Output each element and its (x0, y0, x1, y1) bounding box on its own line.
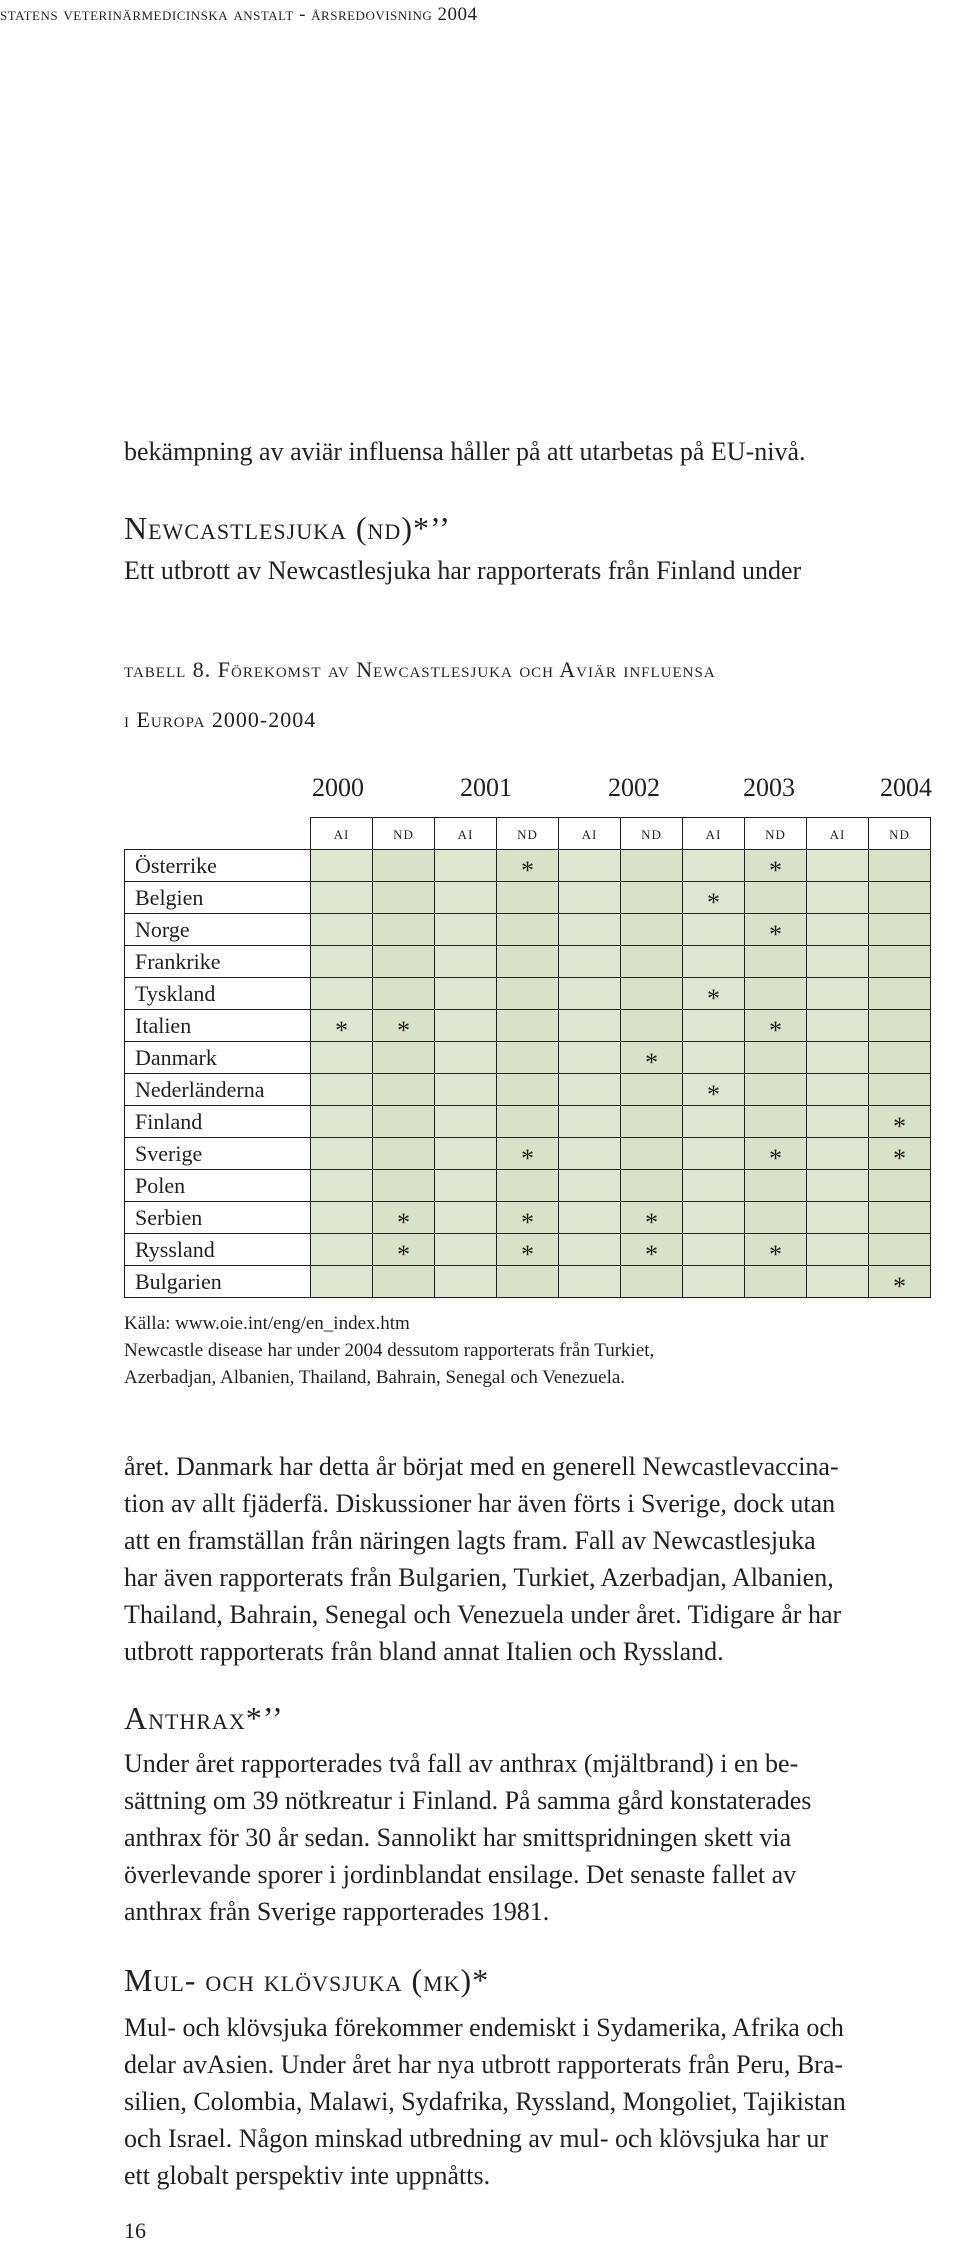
occurrence-mark: * (769, 1239, 782, 1269)
table-cell (373, 882, 435, 914)
table-cell (311, 914, 373, 946)
table-cell (435, 946, 497, 978)
table-cell (559, 1202, 621, 1234)
table-cell (807, 1266, 869, 1298)
table-cell (745, 882, 807, 914)
country-cell: Danmark (125, 1042, 311, 1074)
table-cell (807, 1202, 869, 1234)
table-cell (559, 978, 621, 1010)
table-cell (683, 1074, 745, 1109)
table-cell (807, 1074, 869, 1106)
table-cell (373, 850, 435, 882)
country-cell: Finland (125, 1106, 311, 1138)
country-cell: Nederländerna (125, 1074, 311, 1106)
table-cell (435, 1074, 497, 1106)
table-cell (497, 914, 559, 946)
table-cell (559, 1170, 621, 1202)
table-cell (683, 1202, 745, 1234)
occurrence-mark: * (397, 1239, 410, 1269)
table-cell (745, 1202, 807, 1234)
occurrence-mark: * (521, 1239, 534, 1269)
table-cell (621, 914, 683, 946)
table-cell (869, 882, 931, 914)
table-cell (373, 1106, 435, 1138)
table-cell (869, 850, 931, 882)
table-cell (559, 850, 621, 882)
table-cell (807, 946, 869, 978)
table-cell (807, 1234, 869, 1266)
table-cell (621, 978, 683, 1010)
table-row (125, 914, 931, 946)
table-cell (621, 1010, 683, 1042)
table-row (125, 850, 931, 882)
table-cell (373, 1042, 435, 1074)
table-cell (869, 1234, 931, 1266)
table-cell (621, 1202, 683, 1237)
paragraph-line: ett globalt perspektiv inte uppnåtts. (124, 2161, 491, 2190)
table-cell (559, 1042, 621, 1074)
table-cell (807, 1042, 869, 1074)
subheader-cell: ai (435, 818, 497, 850)
occurrence-mark: * (769, 855, 782, 885)
table-cell (435, 850, 497, 882)
table-cell (683, 1266, 745, 1298)
country-cell: Österrike (125, 850, 311, 882)
table-row (125, 1202, 931, 1234)
table-cell (807, 850, 869, 882)
country-cell: Tyskland (125, 978, 311, 1010)
year-header: 2000 (312, 773, 364, 802)
table-row (125, 1042, 931, 1074)
table-cell (435, 1010, 497, 1042)
table-cell (435, 1202, 497, 1234)
table-caption-line-2: i Europa 2000-2004 (124, 707, 317, 732)
corner-cell (125, 818, 311, 850)
table-row (125, 1074, 931, 1106)
occurrence-mark: * (645, 1239, 658, 1269)
table-source: Källa: www.oie.int/eng/en_index.htm (124, 1313, 410, 1334)
table-cell (373, 978, 435, 1010)
table-cell (869, 1042, 931, 1074)
table-cell (869, 946, 931, 978)
occurrence-mark: * (707, 983, 720, 1013)
table-cell (497, 1010, 559, 1042)
occurrence-mark: * (893, 1111, 906, 1141)
subheader-cell: nd (497, 818, 559, 850)
table-cell (869, 1138, 931, 1173)
table-cell (869, 1074, 931, 1106)
table-cell (373, 1074, 435, 1106)
country-cell: Italien (125, 1010, 311, 1042)
table-cell (311, 1138, 373, 1170)
table-cell (745, 1042, 807, 1074)
table-cell (435, 978, 497, 1010)
table-cell (745, 1106, 807, 1138)
table-cell (745, 1170, 807, 1202)
table-cell (497, 1106, 559, 1138)
table-row (125, 1138, 931, 1170)
anthrax-paragraph (124, 1745, 811, 1930)
table-cell (373, 1202, 435, 1237)
table-cell (683, 1234, 745, 1266)
occurrence-mark: * (521, 855, 534, 885)
table-row (125, 1010, 931, 1042)
table-cell (497, 978, 559, 1010)
table-cell (435, 882, 497, 914)
country-cell: Bulgarien (125, 1266, 311, 1298)
table-cell (559, 882, 621, 914)
subheader-row (125, 818, 931, 850)
table-cell (373, 1266, 435, 1298)
occurrence-mark: * (707, 887, 720, 917)
table-cell (745, 1010, 807, 1045)
anthrax-heading: Anthrax*’’ (124, 1700, 284, 1736)
occurrence-mark: * (335, 1015, 348, 1045)
table-cell (497, 1074, 559, 1106)
table-cell (745, 978, 807, 1010)
table-caption-line-1: tabell 8. Förekomst av Newcastlesjuka och Aviär influensa (124, 657, 716, 682)
paragraph-line: Mul- och klövsjuka förekommer endemiskt i Sydamerika, Afrika och (124, 2013, 844, 2042)
table-cell (311, 1106, 373, 1138)
table-cell (311, 882, 373, 914)
table-cell (621, 1170, 683, 1202)
paragraph-line: silien, Colombia, Malawi, Sydafrika, Ryssland, Mongoliet, Tajikistan (124, 2087, 846, 2116)
occurrence-mark: * (769, 1015, 782, 1045)
table-cell (373, 1170, 435, 1202)
table-row (125, 946, 931, 978)
paragraph-aret (124, 1448, 841, 1670)
table-cell (745, 914, 807, 949)
table-cell (559, 1138, 621, 1170)
year-header: 2004 (880, 773, 932, 802)
table-cell (621, 1074, 683, 1106)
table-cell (311, 1202, 373, 1234)
newcastle-heading: Newcastlesjuka (nd)*’’ (124, 510, 451, 546)
paragraph-line: Under året rapporterades två fall av anthrax (mjältbrand) i en be- (124, 1749, 799, 1778)
table-cell (869, 1010, 931, 1042)
table-cell (311, 850, 373, 882)
table-cell (311, 1010, 373, 1045)
table-cell (373, 1010, 435, 1045)
table-cell (683, 1138, 745, 1170)
table-cell (497, 1138, 559, 1173)
table-cell (621, 1042, 683, 1077)
occurrence-mark: * (769, 1143, 782, 1173)
table-cell (869, 914, 931, 946)
table-cell (621, 946, 683, 978)
paragraph-line: och Israel. Någon minskad utbredning av mul- och klövsjuka har ur (124, 2124, 828, 2153)
table-cell (683, 1010, 745, 1042)
table-cell (807, 1138, 869, 1170)
table-cell (373, 1138, 435, 1170)
table-row (125, 1266, 931, 1298)
table-cell (559, 1074, 621, 1106)
paragraph-line: tion av allt fjäderfä. Diskussioner har även förts i Sverige, dock utan (124, 1489, 836, 1518)
table-cell (745, 850, 807, 885)
occurrence-mark: * (521, 1207, 534, 1237)
table-cell (435, 1106, 497, 1138)
table-cell (559, 946, 621, 978)
paragraph-line: utbrott rapporterats från bland annat Italien och Ryssland. (124, 1637, 724, 1666)
occurrence-mark: * (521, 1143, 534, 1173)
table-cell (807, 978, 869, 1010)
table-cell (683, 1042, 745, 1074)
table-cell (559, 1266, 621, 1298)
subheader-cell: nd (373, 818, 435, 850)
paragraph-line: året. Danmark har detta år börjat med en generell Newcastlevaccina- (124, 1452, 839, 1481)
table-cell (683, 1170, 745, 1202)
table-cell (683, 850, 745, 882)
subheader-cell: ai (683, 818, 745, 850)
table-cell (807, 1010, 869, 1042)
table-cell (807, 1170, 869, 1202)
page-number: 16 (124, 2218, 146, 2243)
country-cell: Belgien (125, 882, 311, 914)
table-cell (373, 1234, 435, 1269)
occurrence-mark: * (893, 1143, 906, 1173)
table-cell (435, 1234, 497, 1266)
paragraph-line: Thailand, Bahrain, Senegal och Venezuela under året. Tidigare år har (124, 1600, 842, 1629)
table-note-line-2: Azerbadjan, Albanien, Thailand, Bahrain, Senegal och Venezuela. (124, 1367, 626, 1388)
table-cell (869, 1170, 931, 1202)
table-cell (621, 882, 683, 914)
occurrence-mark: * (707, 1079, 720, 1109)
year-header: 2003 (743, 773, 795, 802)
table-cell (435, 1170, 497, 1202)
table-cell (745, 1074, 807, 1106)
table-cell (497, 1234, 559, 1269)
table-cell (621, 1106, 683, 1138)
table-row (125, 1106, 931, 1138)
table-cell (683, 882, 745, 917)
table-row (125, 1170, 931, 1202)
table-cell (869, 1106, 931, 1141)
paragraph-line: sättning om 39 nötkreatur i Finland. På samma gård konstaterades (124, 1786, 812, 1815)
table-cell (869, 1202, 931, 1234)
country-cell: Serbien (125, 1202, 311, 1234)
country-cell: Ryssland (125, 1234, 311, 1266)
subheader-cell: ai (559, 818, 621, 850)
table-cell (683, 914, 745, 946)
newcastle-line: Ett utbrott av Newcastlesjuka har rapporterats från Finland under (124, 556, 802, 585)
table-cell (311, 1266, 373, 1298)
country-cell: Norge (125, 914, 311, 946)
country-cell: Polen (125, 1170, 311, 1202)
table-cell (435, 914, 497, 946)
table-caption (124, 652, 716, 738)
table-cell (497, 1042, 559, 1074)
subheader-cell: nd (869, 818, 931, 850)
table-cell (745, 946, 807, 978)
paragraph-line: har även rapporterats från Bulgarien, Turkiet, Azerbadjan, Albanien, (124, 1563, 834, 1592)
table-cell (807, 914, 869, 946)
paragraph-line: anthrax från Sverige rapporterades 1981. (124, 1897, 550, 1926)
table-cell (559, 914, 621, 946)
year-header: 2002 (608, 773, 660, 802)
occurrence-mark: * (645, 1047, 658, 1077)
paragraph-line: anthrax för 30 år sedan. Sannolikt har smittspridningen skett via (124, 1823, 792, 1852)
outbreak-table (124, 817, 931, 1301)
subheader-cell: nd (621, 818, 683, 850)
table-cell (497, 1266, 559, 1298)
intro-line: bekämpning av aviär influensa håller på att utarbetas på EU-nivå. (124, 437, 806, 466)
table-cell (311, 1234, 373, 1266)
table-cell (807, 882, 869, 914)
table-cell (745, 1266, 807, 1298)
mk-heading: Mul- och klövsjuka (mk)* (124, 1962, 490, 1998)
table-cell (497, 882, 559, 914)
table-row (125, 978, 931, 1010)
table-cell (497, 850, 559, 885)
country-cell: Sverige (125, 1138, 311, 1170)
table-cell (497, 1202, 559, 1237)
table-cell (683, 946, 745, 978)
table-cell (683, 1106, 745, 1138)
table-cell (621, 850, 683, 882)
running-head: statens veterinärmedicinska anstalt - årsredovisning 2004 (0, 4, 478, 25)
table-cell (559, 1010, 621, 1042)
table-cell (497, 1170, 559, 1202)
table-cell (869, 1266, 931, 1301)
table-cell (559, 1234, 621, 1266)
table-cell (373, 946, 435, 978)
table-cell (435, 1138, 497, 1170)
table-cell (621, 1138, 683, 1170)
table-cell (683, 978, 745, 1013)
table-cell (373, 914, 435, 946)
year-header: 2001 (460, 773, 512, 802)
table-cell (745, 1138, 807, 1173)
table-cell (559, 1106, 621, 1138)
table-cell (621, 1234, 683, 1269)
table-cell (435, 1042, 497, 1074)
subheader-cell: nd (745, 818, 807, 850)
occurrence-mark: * (769, 919, 782, 949)
table-cell (311, 1042, 373, 1074)
table-row (125, 1234, 931, 1266)
subheader-cell: ai (807, 818, 869, 850)
table-cell (311, 1170, 373, 1202)
table-cell (807, 1106, 869, 1138)
table-cell (435, 1266, 497, 1298)
table-cell (745, 1234, 807, 1269)
table-row (125, 882, 931, 914)
occurrence-mark: * (397, 1015, 410, 1045)
table-cell (869, 978, 931, 1010)
occurrence-mark: * (893, 1271, 906, 1301)
table-cell (621, 1266, 683, 1298)
table-note-line-1: Newcastle disease har under 2004 dessutom rapporterats från Turkiet, (124, 1340, 655, 1361)
table-cell (311, 1074, 373, 1106)
table-cell (497, 946, 559, 978)
table-cell (311, 946, 373, 978)
country-cell: Frankrike (125, 946, 311, 978)
mk-paragraph (124, 2009, 846, 2194)
table-cell (311, 978, 373, 1010)
paragraph-line: delar avAsien. Under året har nya utbrott rapporterats från Peru, Bra- (124, 2050, 844, 2079)
occurrence-mark: * (645, 1207, 658, 1237)
paragraph-line: överlevande sporer i jordinblandat ensilage. Det senaste fallet av (124, 1860, 797, 1889)
subheader-cell: ai (311, 818, 373, 850)
occurrence-mark: * (397, 1207, 410, 1237)
paragraph-line: att en framställan från näringen lagts fram. Fall av Newcastlesjuka (124, 1526, 816, 1555)
